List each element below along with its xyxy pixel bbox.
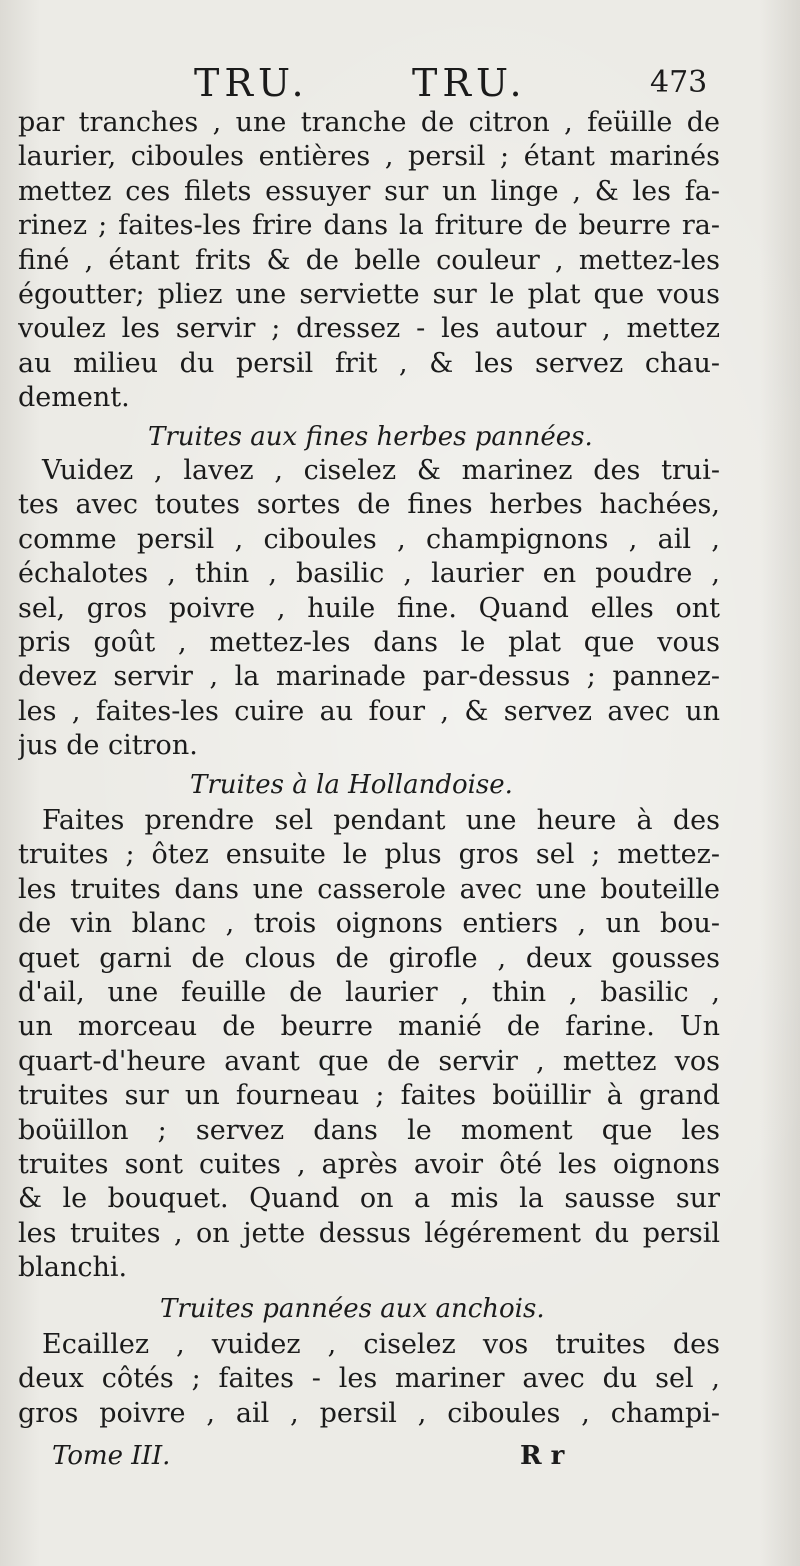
paragraph-fines-herbes [18, 454, 720, 764]
header-right-title: TRU. [412, 61, 527, 105]
text-line: rinez ; faites-les frire dans la friture de beurre ra- [18, 210, 720, 242]
text-line: Vuidez , lavez , ciselez & marinez des trui- [42, 455, 720, 486]
text-line: gros poivre , ail , persil , ciboules , champi- [18, 1397, 720, 1429]
text-line: laurier, ciboules entières , persil ; étant marinés [18, 141, 720, 173]
text-line: comme persil , ciboules , champignons , ail , [18, 523, 720, 555]
text-line: boüillon ; servez dans le moment que les [18, 1114, 720, 1146]
text-line: blanchi. [18, 1252, 128, 1284]
text-line: sel, gros poivre , huile fine. Quand elles ont [18, 592, 720, 624]
volume-label: Tome III. [52, 1441, 171, 1471]
text-line: Faites prendre sel pendant une heure à des [42, 805, 720, 836]
text-line: Ecaillez , vuidez , ciselez vos truites des [42, 1329, 720, 1360]
text-line: mettez ces filets essuyer sur un linge , & les fa- [18, 175, 720, 207]
text-line: dement. [18, 382, 130, 414]
text-line: de vin blanc , trois oignons entiers , un bou- [18, 908, 720, 940]
text-line: quet garni de clous de girofle , deux gousses [18, 942, 720, 974]
text-line: & le bouquet. Quand on a mis la sausse sur [18, 1183, 720, 1215]
section-title-anchois: Truites pannées aux anchois. [160, 1294, 545, 1324]
text-line: deux côtés ; faites - les mariner avec du sel , [18, 1363, 720, 1395]
paragraph-hollandoise [18, 804, 720, 1285]
text-line: un morceau de beurre manié de farine. Un [18, 1011, 720, 1043]
text-line: pris goût , mettez-les dans le plat que vous [18, 626, 720, 658]
text-line: échalotes , thin , basilic , laurier en poudre , [18, 558, 720, 590]
text-line: truites sont cuites , après avoir ôté les oignons [18, 1148, 720, 1180]
text-line: les truites dans une casserole avec une bouteille [18, 873, 720, 905]
text-line: tes avec toutes sortes de fines herbes hachées, [18, 489, 720, 521]
text-line: truites ; ôtez ensuite le plus gros sel ; mettez- [18, 839, 720, 871]
section-title-fines-herbes: Truites aux fines herbes pannées. [148, 422, 593, 452]
text-line: d'ail, une feuille de laurier , thin , basilic , [18, 976, 720, 1008]
running-header [0, 58, 800, 108]
text-line: au milieu du persil frit , & les servez chau- [18, 347, 720, 379]
page-number: 473 [650, 65, 708, 100]
page-footer [0, 1438, 800, 1474]
text-line: truites sur un fourneau ; faites boüillir à grand [18, 1080, 720, 1112]
text-line: les truites , on jette dessus légérement du persil [18, 1217, 720, 1249]
text-line: finé , étant frits & de belle couleur , mettez-les [18, 244, 720, 276]
header-left-title: TRU. [194, 61, 309, 105]
text-line: égoutter; pliez une serviette sur le plat que vous [18, 278, 720, 310]
signature-mark: R r [520, 1441, 565, 1471]
text-line: jus de citron. [18, 730, 198, 762]
text-line: quart-d'heure avant que de servir , mettez vos [18, 1045, 720, 1077]
text-line: devez servir , la marinade par-dessus ; pannez- [18, 661, 720, 693]
paragraph-intro [18, 106, 720, 416]
text-line: par tranches , une tranche de citron , feüille de [18, 107, 720, 138]
paragraph-anchois [18, 1328, 720, 1431]
text-line: les , faites-les cuire au four , & servez avec un [18, 695, 720, 727]
section-title-hollandoise: Truites à la Hollandoise. [190, 770, 513, 800]
text-line: voulez les servir ; dressez - les autour , mettez [18, 313, 720, 345]
